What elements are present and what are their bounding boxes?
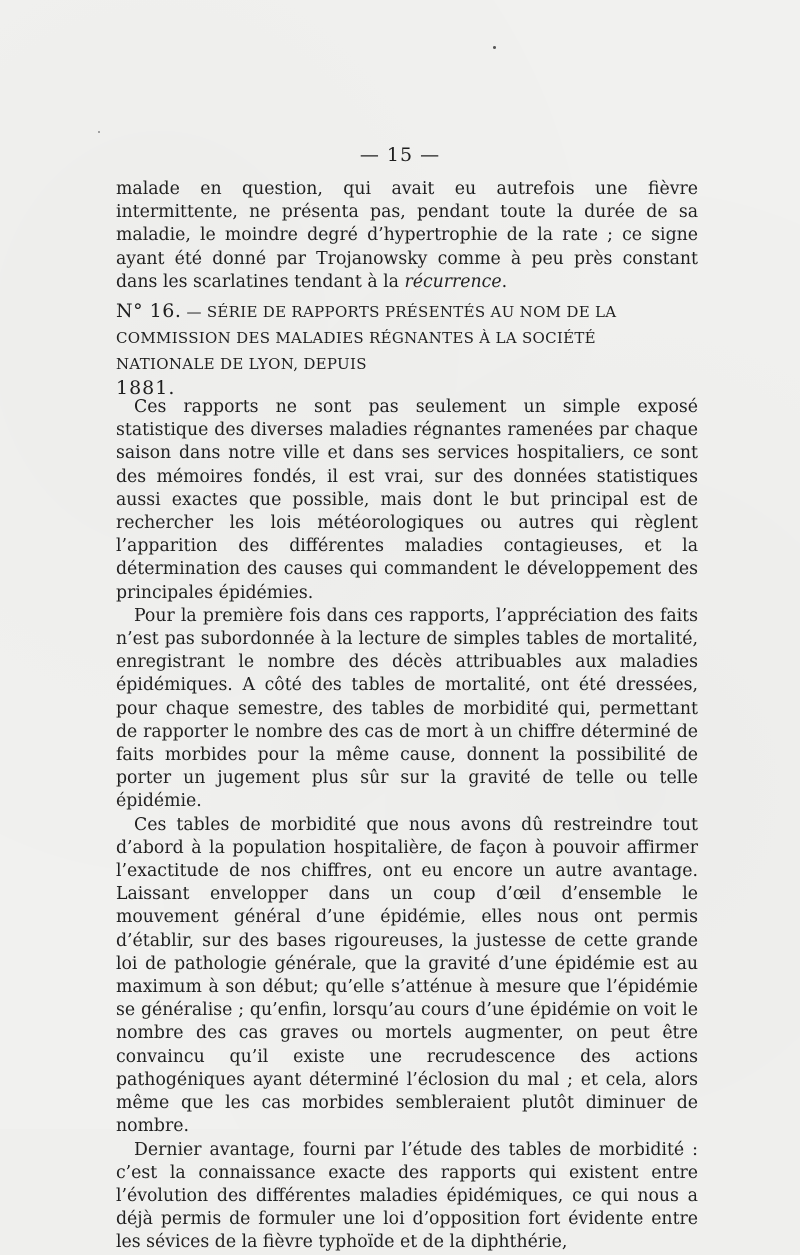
ink-speck bbox=[493, 46, 496, 49]
section-number: N° 16. bbox=[116, 300, 182, 322]
section-title: SÉRIE DE RAPPORTS PRÉSENTÉS AU NOM DE LA COMMISSION DES MALADIES RÉGNANTES À LA SOCIÉTÉ NATIONALE DE LYON, DEPUIS bbox=[116, 303, 617, 373]
paragraph: Ces rapports ne sont pas seulement un simple exposé statistique des diverses maladies régnantes ramenées par chaque saison dans notre ville et dans ses services hospitaliers, ce sont des mémoires fondés, il est vrai, sur des données statistiques aussi exactes que possible, mais dont le but principal est de rechercher les lois météorologiques ou autres qui règlent l’apparition des différentes maladies contagieuses, et la détermination des causes qui commandent le développement des principales épidémies. bbox=[116, 397, 698, 603]
paragraph: Pour la première fois dans ces rapports, l’appréciation des faits n’est pas subordonnée à la lecture de simples tables de mortalité, enregistrant le nombre des décès attribuables aux maladies épidémiques. A côté des tables de mortalité, ont été dressées, pour chaque semestre, des tables de morbidité qui, permettant de rapporter le nombre des cas de mort à un chiffre déterminé de faits morbides pour la même cause, donnent la possibilité de porter un jugement plus sûr sur la gravité de telle ou telle épidémie. bbox=[116, 605, 698, 812]
body-text bbox=[116, 396, 698, 1255]
intro-emphasis: récurrence bbox=[404, 271, 502, 292]
section-heading bbox=[116, 298, 698, 401]
ink-speck bbox=[98, 131, 100, 133]
intro-text-main: malade en question, qui avait eu autrefois une fièvre intermittente, ne présenta pas, pendant toute la durée de sa maladie, le moindre degré d’hypertrophie de la rate ; ce signe ayant été donné par Trojanowsky comme à peu près constant dans les scarlatines tendant à la bbox=[116, 179, 698, 292]
paragraph: Ces tables de morbidité que nous avons dû restreindre tout d’abord à la population hospitalière, de façon à pouvoir affirmer l’exactitude de nos chiffres, ont eu encore un autre avantage. Laissant envelopper dans un coup d’œil d’ensemble le mouvement général d’une épidémie, elles nous ont permis d’établir, sur des bases rigoureuses, la justesse de cette grande loi de pathologie générale, que la gravité d’une épidémie est au maximum à son début; qu’elle s’atténue à mesure que l’épidémie se généralise ; qu’enfin, lorsqu’au cours d’une épidémie on voit le nombre des cas graves ou mortels augmenter, on peut être convaincu qu’il existe une recrudescence des actions pathogéniques ayant déterminé l’éclosion du mal ; et cela, alors même que les cas morbides sembleraient plutôt diminuer de nombre. bbox=[116, 814, 698, 1137]
intro-text bbox=[116, 178, 698, 294]
intro-paragraph bbox=[116, 178, 698, 294]
section-dash: — bbox=[181, 303, 207, 321]
section-year: 1881. bbox=[116, 377, 176, 399]
paragraph: Dernier avantage, fourni par l’étude des tables de morbidité : c’est la connaissance exacte des rapports qui existent entre l’évolution des différentes maladies épidémiques, ce qui nous a déjà permis de formuler une loi d’opposition fort évidente entre les sévices de la fièvre typhoïde et de la diphthérie, bbox=[116, 1139, 698, 1253]
page-number: — 15 — bbox=[359, 144, 441, 166]
intro-text-end: . bbox=[501, 271, 508, 292]
